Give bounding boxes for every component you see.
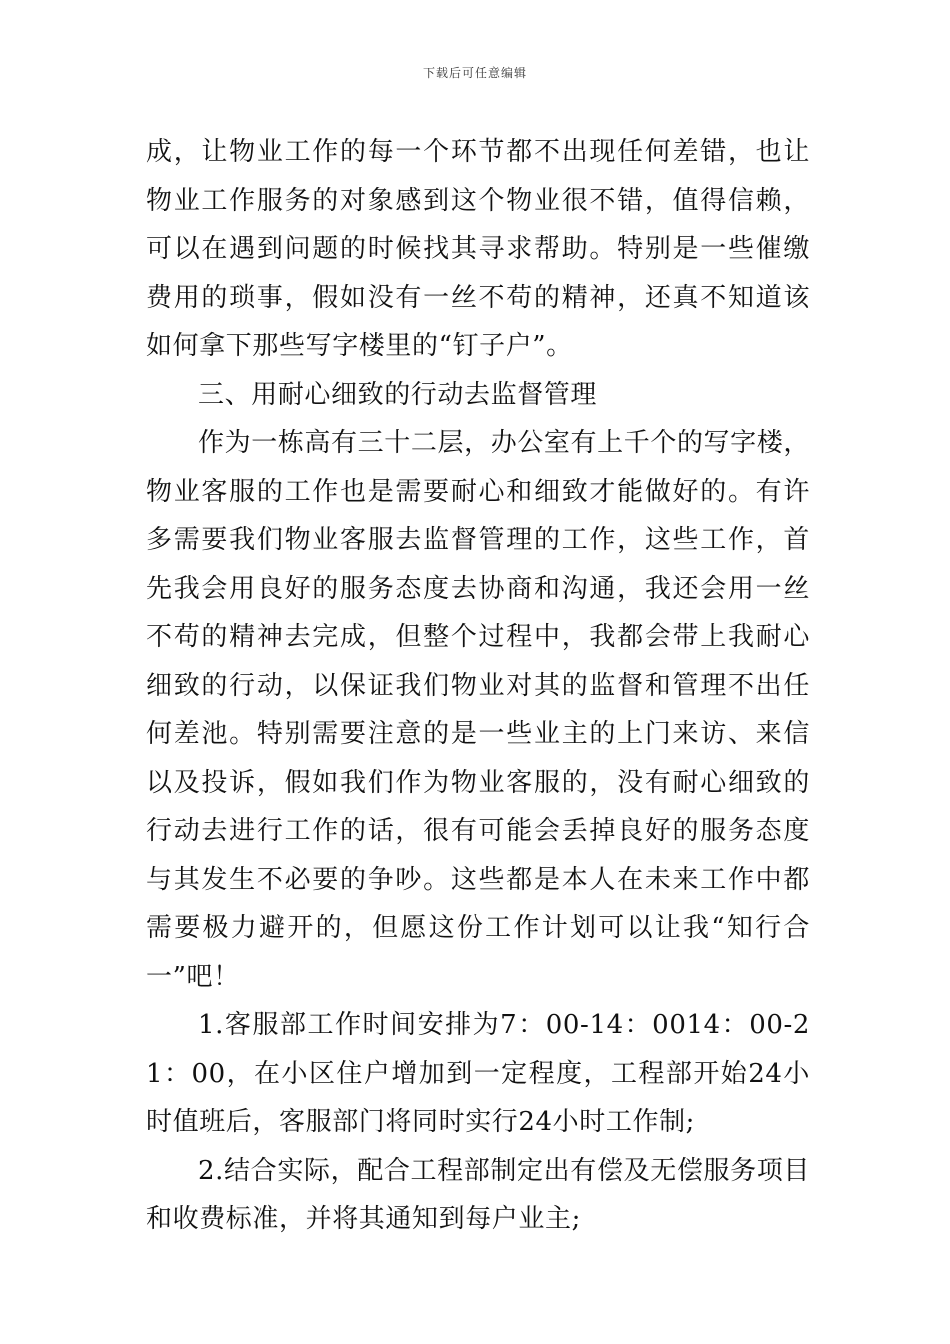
list-item-2: 2.结合实际，配合工程部制定出有偿及无偿服务项目和收费标准，并将其通知到每户业主; (146, 1155, 810, 1234)
document-body (146, 128, 810, 1244)
section-heading: 三、用耐心细致的行动去监督管理 (198, 379, 598, 410)
page-header-note: 下载后可任意编辑 (422, 66, 527, 80)
paragraph-supervision: 作为一栋高有三十二层，办公室有上千个的写字楼，物业客服的工作也是需要耐心和细致才能做好的。有许多需要我们物业客服去监督管理的工作，这些工作，首先我会用良好的服务态度去协商和沟通，我还会用一丝不苟的精神去完成，但整个过程中，我都会带上我耐心细致的行动，以保证我们物业对其的监督和管理不出任何差池。特别需要注意的是一些业主的上门来访、来信以及投诉，假如我们作为物业客服的，没有耐心细致的行动去进行工作的话，很有可能会丢掉良好的服务态度与其发生不必要的争吵。这些都是本人在未来工作中都需要极力避开的，但愿这份工作计划可以让我“知行合一”吧！ (146, 428, 810, 992)
list-item-1: 1.客服部工作时间安排为7：00-14：0014：00-21：00，在小区住户增加到一定程度，工程部开始24小时值班后，客服部门将同时实行24小时工作制; (146, 1010, 810, 1137)
paragraph-continuation: 成，让物业工作的每一个环节都不出现任何差错，也让物业工作服务的对象感到这个物业很不错，值得信赖，可以在遇到问题的时候找其寻求帮助。特别是一些催缴费用的琐事，假如没有一丝不苟的精神，还真不知道该如何拿下那些写字楼里的“钉子户”。 (146, 137, 810, 361)
